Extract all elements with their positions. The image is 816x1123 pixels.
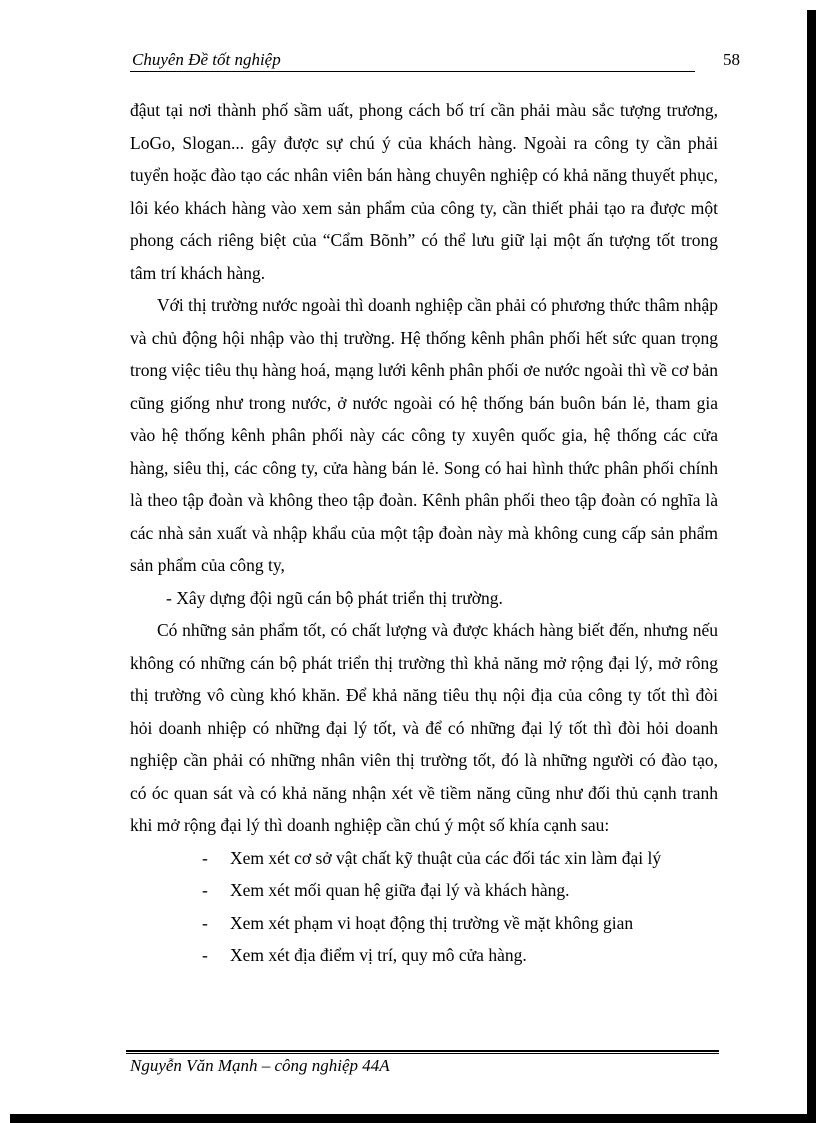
list-item <box>130 939 718 972</box>
list-item <box>130 874 718 907</box>
list-dash: - <box>202 912 208 933</box>
list-item-text: Xem xét địa điểm vị trí, quy mô cửa hàng. <box>230 945 527 965</box>
body-text <box>130 94 718 972</box>
footer-rule <box>126 1050 719 1052</box>
paragraph: đậut tại nơi thành phố sầm uất, phong cách bố trí cần phải màu sắc tượng trương, LoGo, Slogan... gây được sự chú ý của khách hàng. Ngoài ra công ty cần phải tuyển hoặc đào tạo các nhân viên bán hàng chuyên nghiệp có khả năng thuyết phục, lôi kéo khách hàng vào xem sản phẩm của công ty, cần thiết phải tạo ra được một phong cách riêng biệt của “Cẩm Bõnh” có thể lưu giữ lại một ấn tượng tốt trong tâm trí khách hàng. <box>130 100 718 283</box>
footer-author: Nguyễn Văn Mạnh – công nghiệp 44A <box>130 1056 390 1075</box>
criteria-list <box>130 842 718 972</box>
list-dash: - <box>202 945 208 965</box>
footer-rule-thin <box>126 1053 719 1054</box>
page-shadow-bottom <box>10 1114 816 1123</box>
header-title: Chuyên Đề tốt nghiệp <box>132 50 281 69</box>
paragraph: Với thị trường nước ngoài thì doanh nghiệp cần phải có phương thức thâm nhập và chủ động hội nhập vào thị trường. Hệ thống kênh phân phối hết sức quan trọng trong việc tiêu thụ hàng hoá, mạng lưới kênh phân phối ơe nước ngoài thì về cơ bản cũng giống như trong nước, ở nước ngoài có hệ thống bán buôn bán lẻ, tham gia vào hệ thống kênh phân phối này các công ty xuyên quốc gia, hệ thống các cửa hàng, siêu thị, các công ty, cửa hàng bán lẻ. Song có hai hình thức phân phối chính là theo tập đoàn và không theo tập đoàn. Kênh phân phối theo tập đoàn có nghĩa là các nhà sản xuất và nhập khẩu của một tập đoàn này mà không cung cấp sản phẩm sản phẩm của công ty, <box>130 295 718 575</box>
list-dash: - <box>202 880 208 900</box>
list-item-text: Xem xét cơ sở vật chất kỹ thuật của các đối tác xin làm đại lý <box>230 847 662 868</box>
list-item-text: Xem xét phạm vi hoạt động thị trường về mặt không gian <box>230 912 634 933</box>
section-heading: - Xây dựng đội ngũ cán bộ phát triển thị trường. <box>166 587 503 608</box>
paragraph: Có những sản phẩm tốt, có chất lượng và được khách hàng biết đến, nhưng nếu không có những cán bộ phát triển thị trường thì khả năng mở rộng đại lý, mở rông thị trường vô cùng khó khăn. Để khả năng tiêu thụ nội địa của công ty tốt thì đòi hỏi doanh nhiệp có những đại lý tốt, và để có những đại lý tốt thì đòi hỏi doanh nghiệp cần phải có những nhân viên thị trường tốt, đó là những người có đào tạo, có óc quan sát và có khả năng nhận xét về tiềm năng cũng như đối thủ cạnh tranh khi mở rộng đại lý thì doanh nghiệp cần chú ý một số khía cạnh sau: <box>130 620 718 835</box>
list-dash: - <box>202 847 208 868</box>
page-number: 58 <box>723 50 740 69</box>
page-shadow-right <box>807 10 816 1123</box>
list-item <box>130 907 718 940</box>
list-item-text: Xem xét mối quan hệ giữa đại lý và khách hàng. <box>230 880 570 900</box>
header-rule <box>130 71 695 72</box>
list-item <box>130 842 718 875</box>
